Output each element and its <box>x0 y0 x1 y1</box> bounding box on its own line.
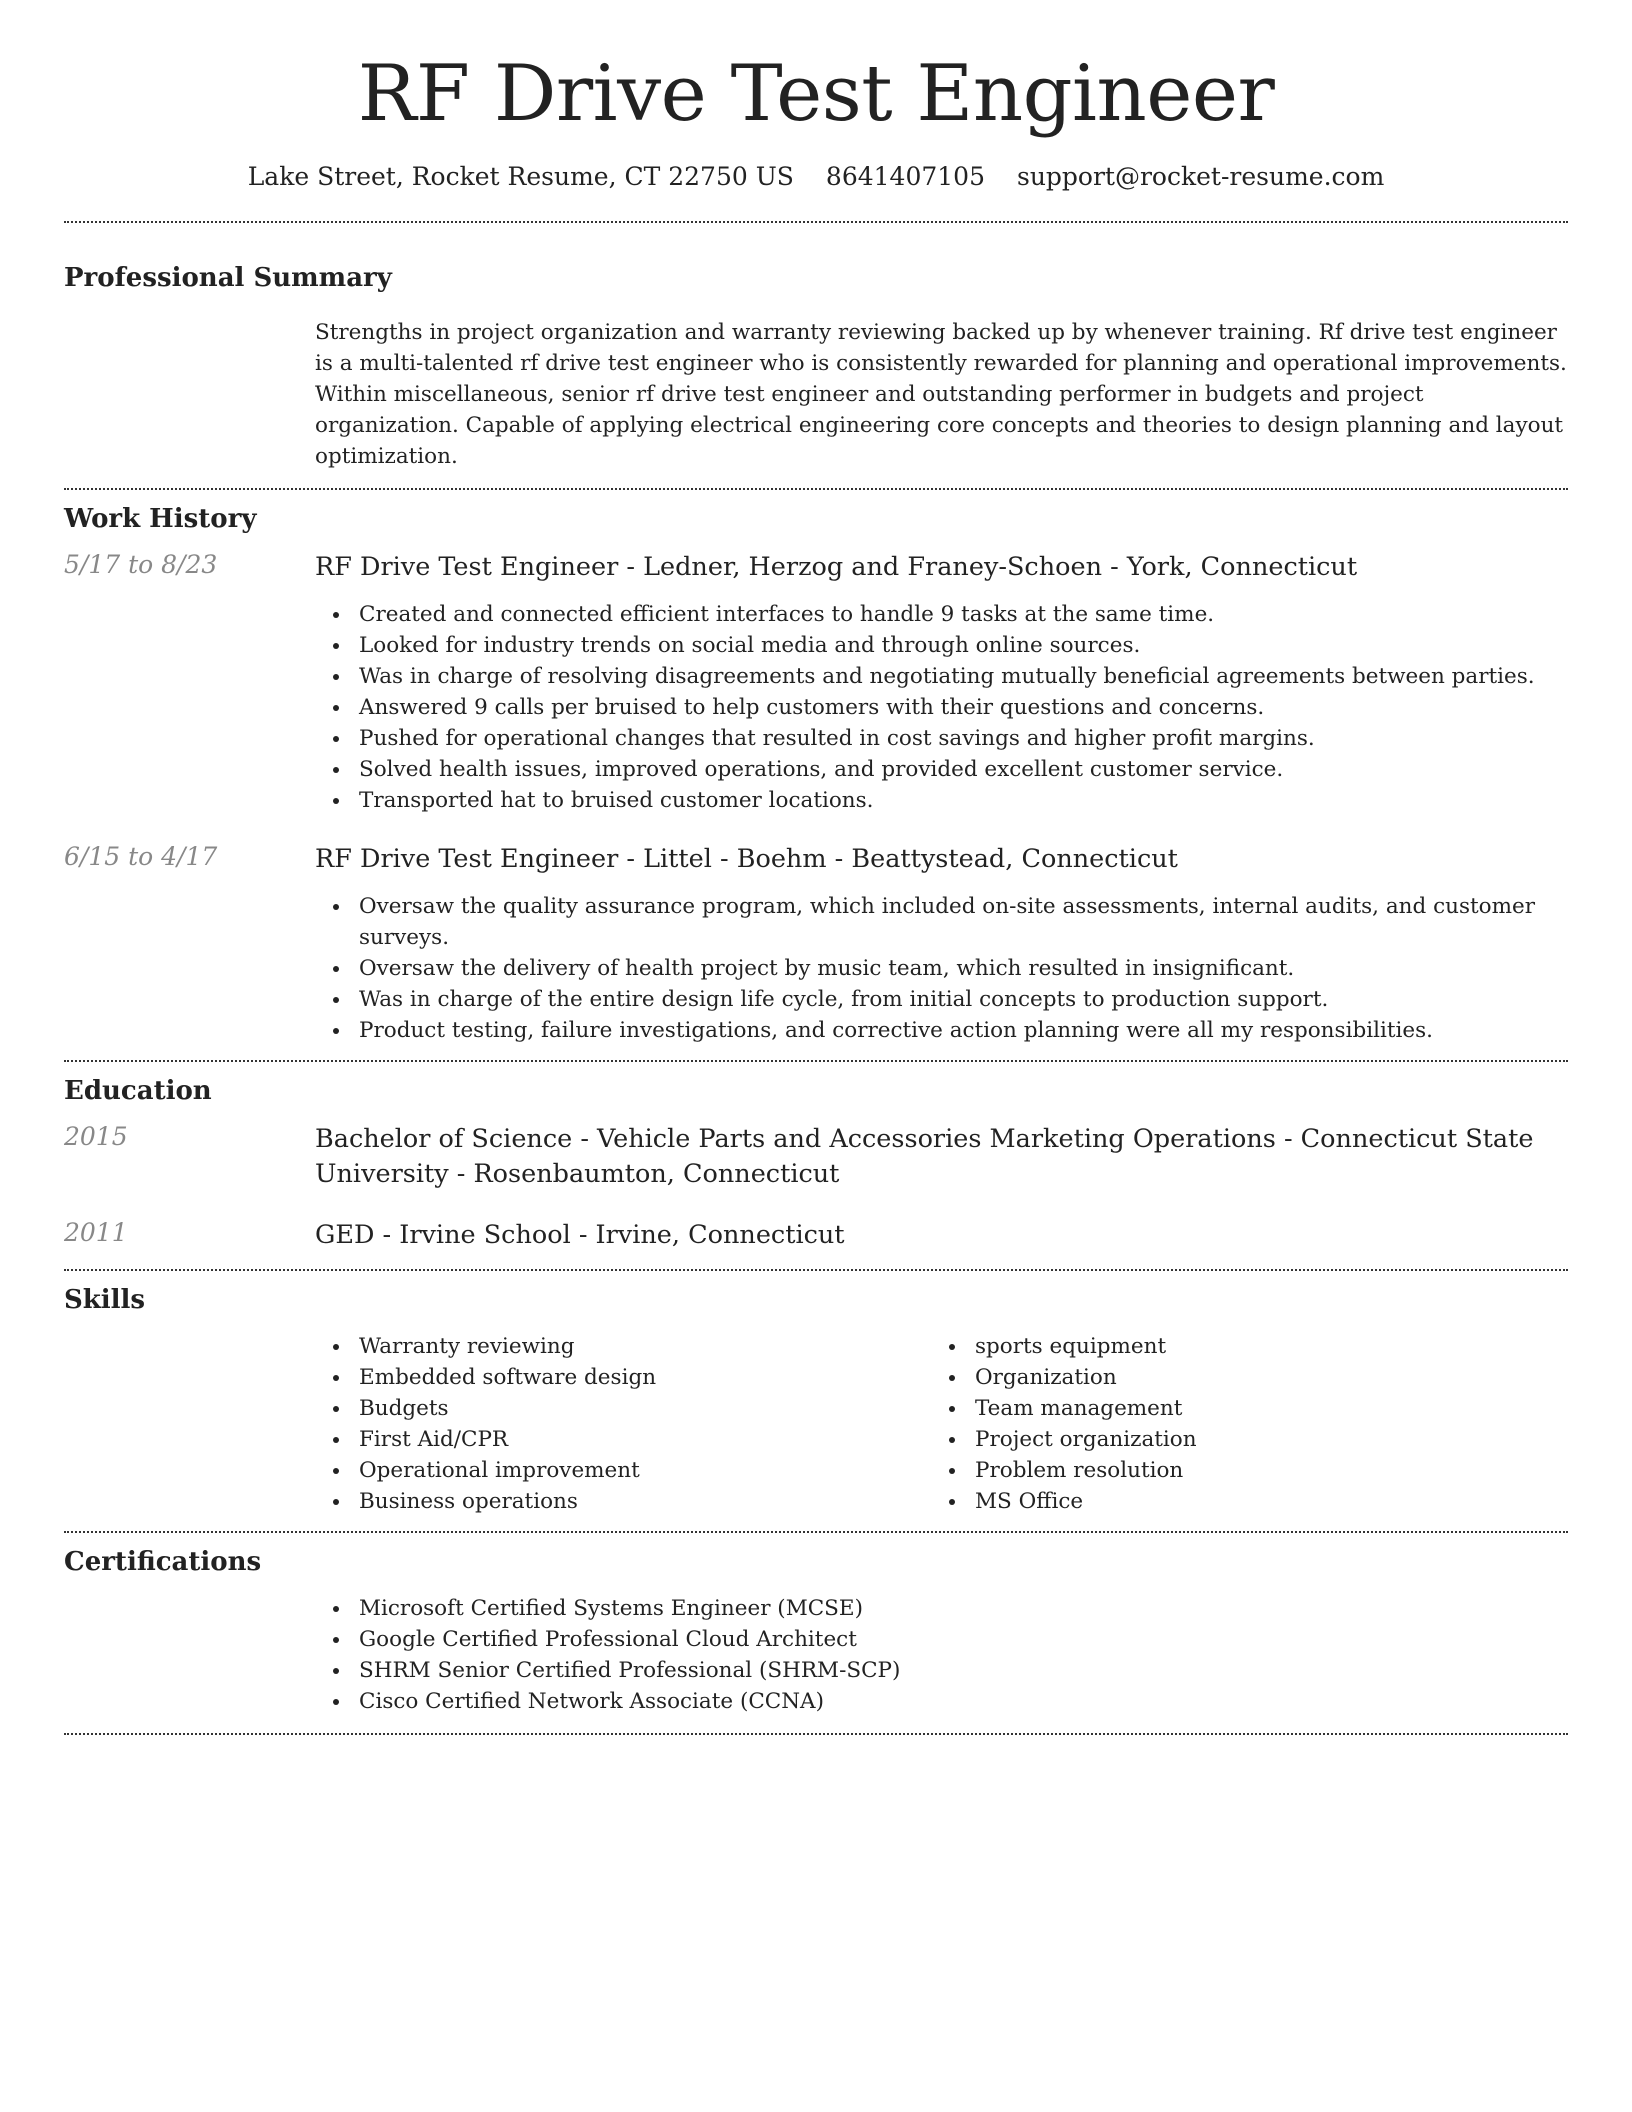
list-item: Operational improvement <box>315 1455 931 1486</box>
section-divider <box>64 221 1568 223</box>
list-item: Google Certified Professional Cloud Architect <box>315 1624 1568 1655</box>
education-section <box>64 1076 1568 1253</box>
list-item: Problem resolution <box>931 1455 1547 1486</box>
list-item: Pushed for operational changes that resulted in cost savings and higher profit margins. <box>315 723 1568 754</box>
skills-row <box>64 1331 1568 1531</box>
list-item: Oversaw the quality assurance program, which included on-site assessments, internal audits, and customer surveys. <box>315 891 1568 953</box>
contact-phone: 8641407105 <box>825 161 985 191</box>
certifications-list <box>315 1593 1568 1717</box>
skills-spacer <box>64 1331 315 1517</box>
certifications-spacer <box>64 1593 315 1717</box>
section-divider <box>64 1733 1568 1735</box>
contact-line <box>64 162 1568 191</box>
list-item: Product testing, failure investigations, and corrective action planning were all my responsibilities. <box>315 1015 1568 1046</box>
education-heading: Bachelor of Science - Vehicle Parts and Accessories Marketing Operations - Connecticut State University - Rosenbaumton, Connecticut <box>315 1123 1534 1189</box>
contact-email: support@rocket-resume.com <box>1016 161 1385 191</box>
list-item: Created and connected efficient interfaces to handle 9 tasks at the same time. <box>315 599 1568 630</box>
summary-text: Strengths in project organization and warranty reviewing backed up by whenever training. Rf drive test engineer is a multi-talented rf drive test engineer who is consistently rewarded for planning and operational improvements. Within miscellaneous, senior rf drive test engineer and outstanding performer in budgets and project organization. Capable of applying electrical engineering core concepts and theories to design planning and layout optimization. <box>315 319 1567 469</box>
skills-right-list <box>931 1331 1547 1517</box>
education-year: 2011 <box>64 1217 128 1247</box>
list-item: SHRM Senior Certified Professional (SHRM-SCP) <box>315 1655 1568 1686</box>
work-section <box>64 504 1568 1046</box>
summary-section <box>64 263 1568 488</box>
list-item: First Aid/CPR <box>315 1424 931 1455</box>
certifications-row <box>64 1593 1568 1733</box>
skills-section <box>64 1285 1568 1531</box>
summary-row <box>64 317 1568 488</box>
education-entry <box>64 1122 1568 1192</box>
job-dates: 5/17 to 8/23 <box>64 549 218 579</box>
section-title-summary: Professional Summary <box>64 262 392 293</box>
list-item: Was in charge of the entire design life cycle, from initial concepts to production support. <box>315 984 1568 1015</box>
section-title-skills: Skills <box>64 1284 146 1315</box>
list-item: Looked for industry trends on social media and through online sources. <box>315 630 1568 661</box>
certifications-section <box>64 1547 1568 1733</box>
list-item: Cisco Certified Network Associate (CCNA) <box>315 1686 1568 1717</box>
list-item: Embedded software design <box>315 1362 931 1393</box>
job-heading: RF Drive Test Engineer - Littel - Boehm - Beattystead, Connecticut <box>315 843 1178 874</box>
job-heading: RF Drive Test Engineer - Ledner, Herzog and Franey-Schoen - York, Connecticut <box>315 551 1358 582</box>
list-item: Budgets <box>315 1393 931 1424</box>
section-divider <box>64 488 1568 490</box>
job-bullets <box>315 891 1568 1046</box>
list-item: Team management <box>931 1393 1547 1424</box>
contact-address: Lake Street, Rocket Resume, CT 22750 US <box>247 161 794 191</box>
section-title-certifications: Certifications <box>64 1546 262 1577</box>
section-divider <box>64 1060 1568 1062</box>
job-entry <box>64 842 1568 1046</box>
section-title-education: Education <box>64 1075 212 1106</box>
education-heading: GED - Irvine School - Irvine, Connecticut <box>315 1219 845 1250</box>
section-title-work: Work History <box>64 503 257 534</box>
candidate-name: RF Drive Test Engineer <box>357 49 1275 139</box>
list-item: Oversaw the delivery of health project by music team, which resulted in insignificant. <box>315 953 1568 984</box>
list-item: Solved health issues, improved operations, and provided excellent customer service. <box>315 754 1568 785</box>
job-entry <box>64 550 1568 816</box>
education-entry <box>64 1218 1568 1253</box>
list-item: Project organization <box>931 1424 1547 1455</box>
list-item: Microsoft Certified Systems Engineer (MCSE) <box>315 1593 1568 1624</box>
list-item: Transported hat to bruised customer locations. <box>315 785 1568 816</box>
list-item: Business operations <box>315 1486 931 1517</box>
list-item: Warranty reviewing <box>315 1331 931 1362</box>
list-item: sports equipment <box>931 1331 1547 1362</box>
job-bullets <box>315 599 1568 816</box>
list-item: Was in charge of resolving disagreements and negotiating mutually beneficial agreements between parties. <box>315 661 1568 692</box>
section-divider <box>64 1269 1568 1271</box>
list-item: Organization <box>931 1362 1547 1393</box>
section-divider <box>64 1531 1568 1533</box>
list-item: Answered 9 calls per bruised to help customers with their questions and concerns. <box>315 692 1568 723</box>
education-year: 2015 <box>64 1121 128 1151</box>
job-dates: 6/15 to 4/17 <box>64 841 218 871</box>
skills-left-list <box>315 1331 931 1517</box>
summary-spacer <box>64 317 315 488</box>
list-item: MS Office <box>931 1486 1547 1517</box>
